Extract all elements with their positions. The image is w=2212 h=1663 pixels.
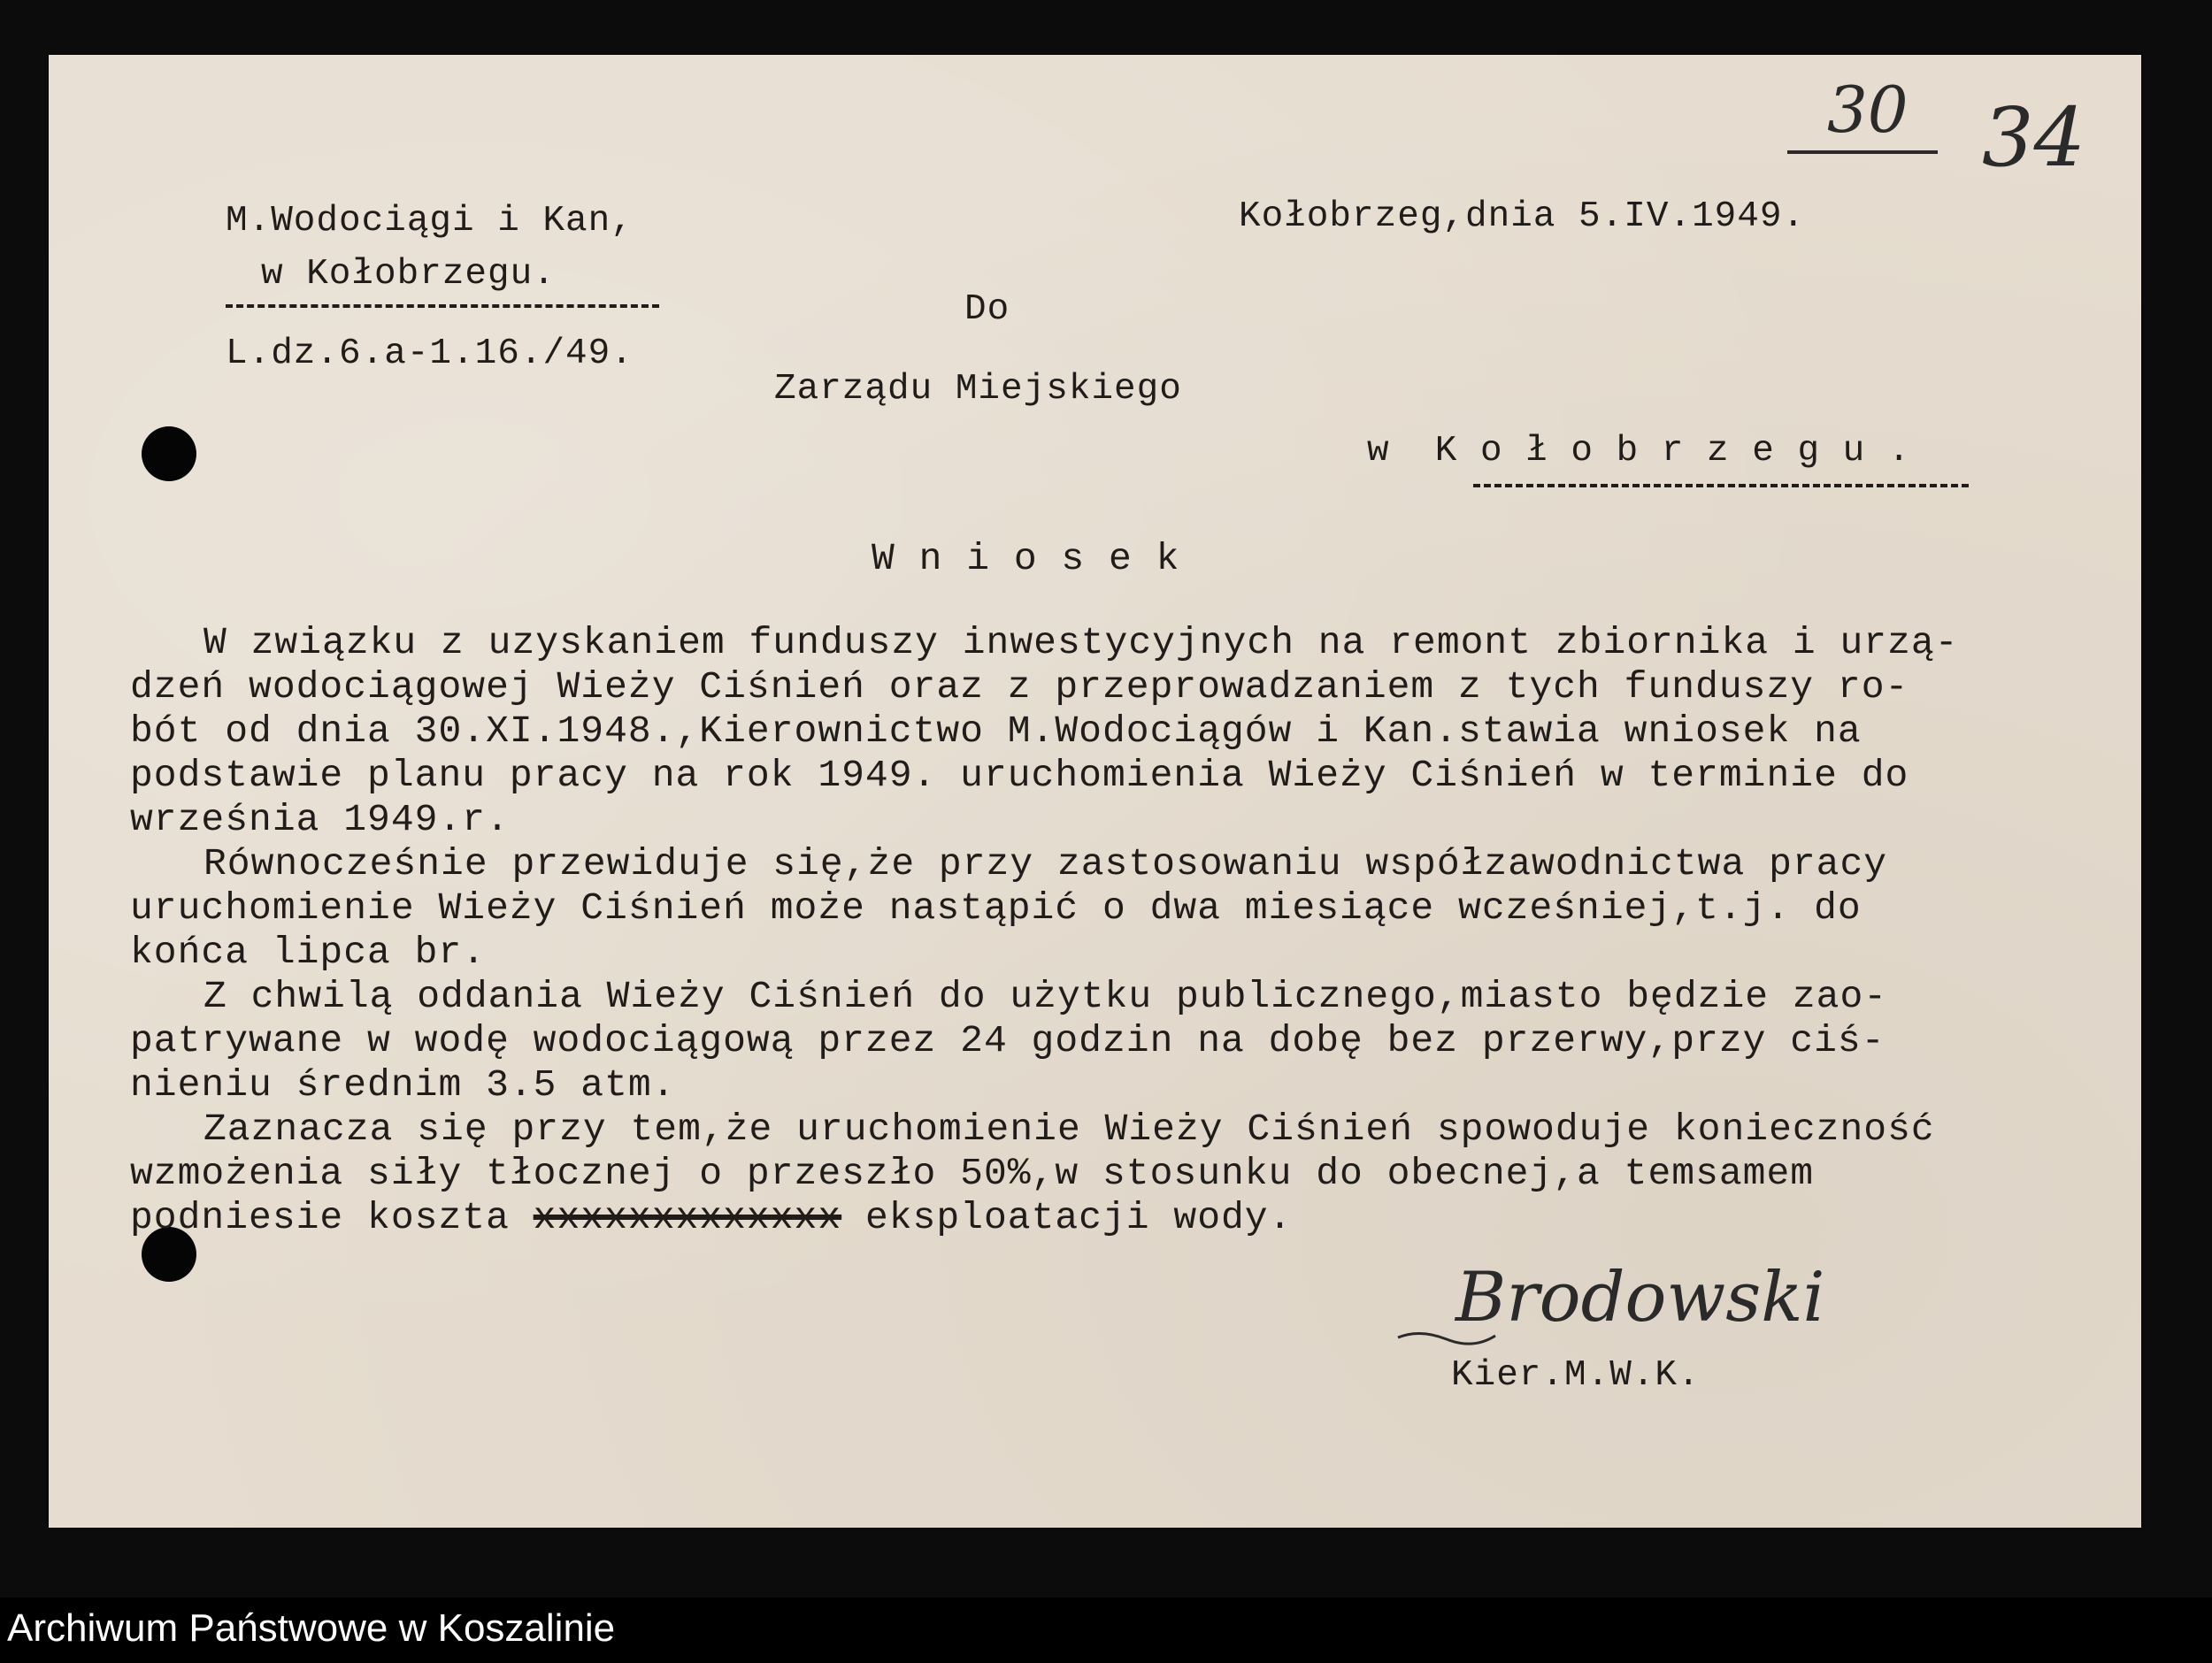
handwritten-signature: Brodowski — [1455, 1258, 1825, 1337]
sender-underline — [226, 304, 659, 308]
archive-number-crossed: 30 — [1827, 73, 1909, 147]
body-line: W związku z uzyskaniem funduszy inwestycyjnych na remont zbiornika i urzą- — [204, 621, 1959, 664]
archive-number: 34 — [1982, 90, 2086, 185]
body-line: Zaznacza się przy tem,że uruchomienie Wieży Ciśnień spowoduje konieczność — [204, 1107, 1935, 1151]
addressee-city: w K o ł o b r z e g u . — [1367, 431, 1911, 471]
body-line: patrywane w wodę wodociągową przez 24 godzin na dobę bez przerwy,przy ciś- — [130, 1019, 1886, 1062]
place-date: Kołobrzeg,dnia 5.IV.1949. — [1239, 196, 1806, 237]
signatory-title: Kier.M.W.K. — [1451, 1355, 1701, 1396]
archive-name: Archiwum Państwowe w Koszalinie — [7, 1606, 616, 1650]
body-line-last — [130, 1196, 1292, 1239]
punch-hole-top — [142, 426, 196, 481]
body-line: wzmożenia siły tłocznej o przeszło 50%,w stosunku do obecnej,a temsamem — [130, 1152, 1815, 1195]
archive-number-underline — [1787, 150, 1938, 154]
addressee-underline — [1473, 484, 1969, 487]
last-line-after: eksploatacji wody. — [841, 1196, 1293, 1239]
body-line: bót od dnia 30.XI.1948.,Kierownictwo M.Wodociągów i Kan.stawia wniosek na — [130, 709, 1862, 753]
body-line: podstawie planu pracy na rok 1949. uruchomienia Wieży Ciśnień w terminie do — [130, 754, 1909, 797]
struck-out-text: xxxxxxxxxxxxx — [533, 1196, 842, 1239]
addressee-recipient: Zarządu Miejskiego — [774, 369, 1182, 410]
document-title: W n i o s e k — [872, 537, 1180, 580]
body-line: końca lipca br. — [130, 931, 487, 974]
body-line: września 1949.r. — [130, 798, 510, 841]
body-line: Równocześnie przewiduje się,że przy zastosowaniu współzawodnictwa pracy — [204, 842, 1888, 885]
body-line: nieniu średnim 3.5 atm. — [130, 1063, 676, 1107]
body-line: uruchomienie Wieży Ciśnień może nastąpić o dwa miesiące wcześniej,t.j. do — [130, 886, 1862, 930]
archive-footer — [0, 1598, 2212, 1663]
body-line: Z chwilą oddania Wieży Ciśnień do użytku publicznego,miasto będzie zao- — [204, 975, 1888, 1018]
sender-city: w Kołobrzegu. — [261, 254, 556, 295]
last-line-before: podniesie koszta — [130, 1196, 534, 1239]
body-line: dzeń wodociągowej Wieży Ciśnień oraz z przeprowadzaniem z tych funduszy ro- — [130, 665, 1909, 709]
reference-number: L.dz.6.a-1.16./49. — [226, 333, 634, 374]
sender-name: M.Wodociągi i Kan, — [226, 201, 634, 241]
document-page — [49, 55, 2141, 1528]
addressee-to: Do — [964, 289, 1010, 330]
